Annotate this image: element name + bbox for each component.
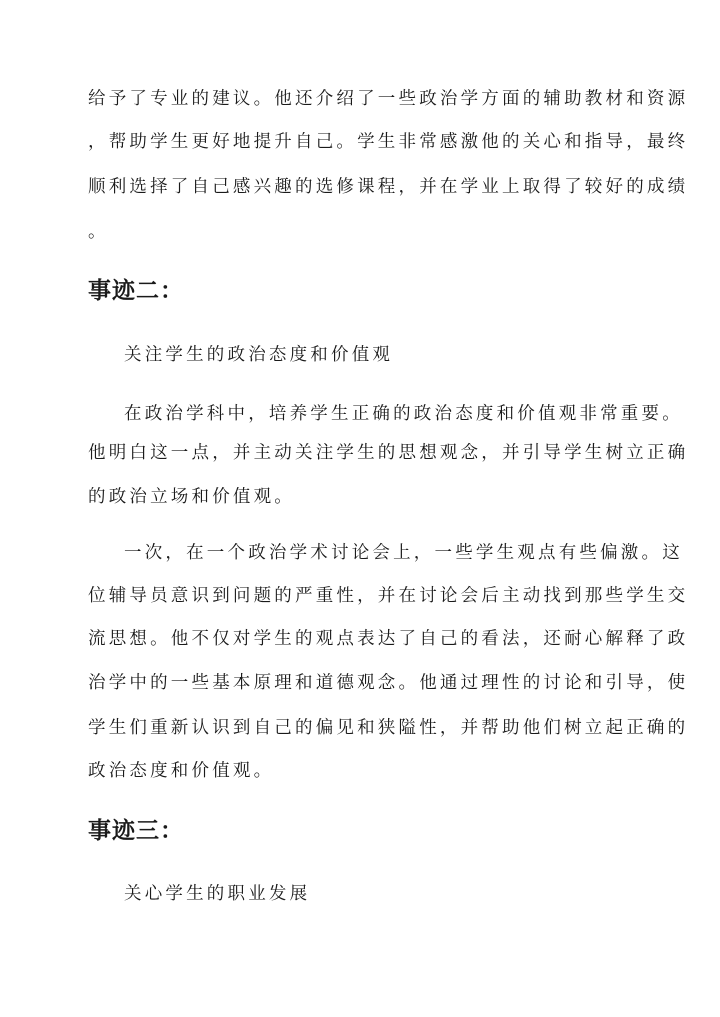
paragraph-line: 他明白这一点，并主动关注学生的思想观念，并引导学生树立正确 [88, 443, 689, 463]
paragraph-line: 政治态度和价值观。 [88, 761, 275, 781]
paragraph-line: 治学中的一些基本原理和道德观念。他通过理性的讨论和引导，使 [88, 673, 689, 693]
section-heading: 事迹二： [88, 277, 184, 304]
paragraph-line: 一次，在一个政治学术讨论会上，一些学生观点有些偏激。这 [124, 543, 683, 563]
paragraph-line: ，帮助学生更好地提升自己。学生非常感激他的关心和指导，最终 [88, 132, 689, 152]
section-subtitle: 关注学生的政治态度和价值观 [124, 345, 394, 365]
section-subtitle: 关心学生的职业发展 [124, 884, 311, 904]
paragraph-line: 位辅导员意识到问题的严重性，并在讨论会后主动找到那些学生交 [88, 586, 689, 606]
paragraph-line: 流思想。他不仅对学生的观点表达了自己的看法，还耐心解释了政 [88, 629, 689, 649]
section-heading: 事迹三： [88, 817, 184, 844]
paragraph-line: 顺利选择了自己感兴趣的选修课程，并在学业上取得了较好的成绩 [88, 177, 689, 197]
paragraph-line: 学生们重新认识到自己的偏见和狭隘性，并帮助他们树立起正确的 [88, 718, 689, 738]
paragraph-line: 。 [88, 222, 109, 242]
paragraph-line: 在政治学科中，培养学生正确的政治态度和价值观非常重要。 [124, 404, 683, 424]
paragraph-line: 的政治立场和价值观。 [88, 487, 295, 507]
paragraph-line: 给予了专业的建议。他还介绍了一些政治学方面的辅助教材和资源 [88, 89, 689, 109]
